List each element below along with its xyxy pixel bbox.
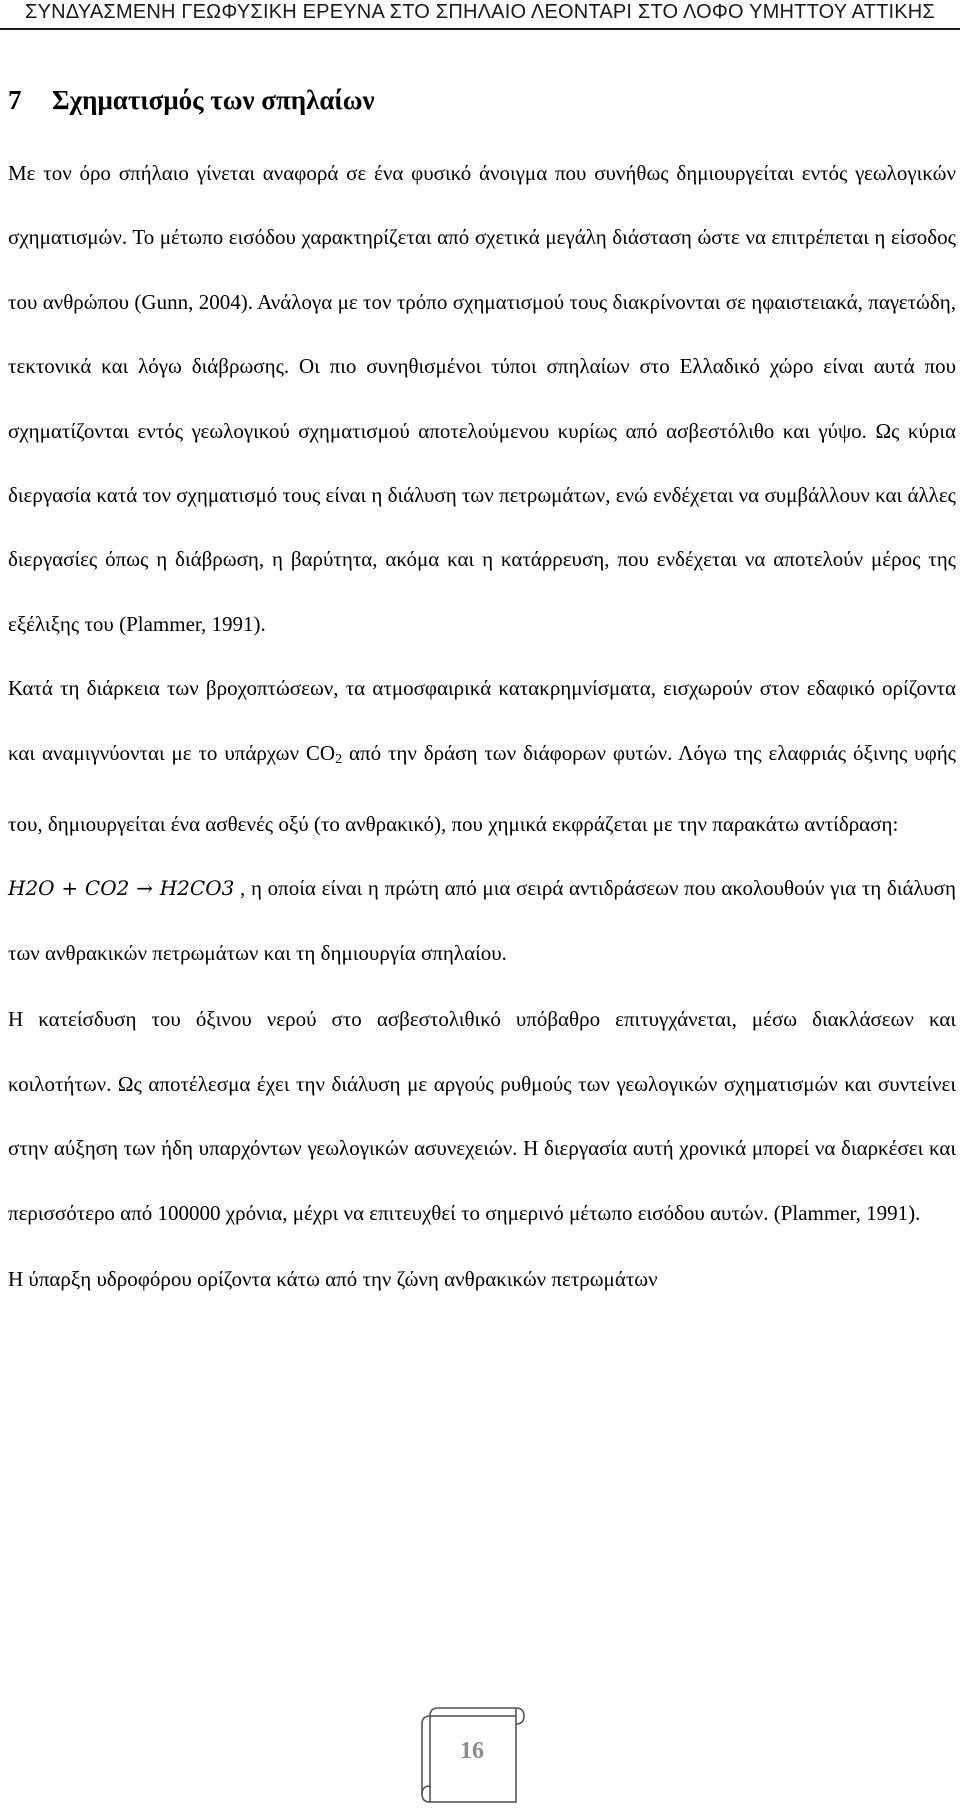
paragraph-text: Κατά τη διάρκεια των βροχοπτώσεων, τα ατμοσφαιρικά κατακρημνίσματα, εισχωρούν στον εδαφικό ορίζοντα και αναμιγνύονται με το υπάρχων: [8, 676, 956, 765]
page-number: 16: [460, 1738, 484, 1764]
paragraph: Η κατείσδυση του όξινου νερού στο ασβεστολιθικό υπόβαθρο επιτυγχάνεται, μέσω διακλάσεων και κοιλοτήτων. Ως αποτέλεσμα έχει την διάλυση με αργούς ρυθμούς των γεωλογικών σχηματισμών και συντείνει στην αύξηση των ήδη υπαρχόντων γεωλογικών ασυνεχειών. Η διεργασία αυτή χρονικά μπορεί να διαρκέσει και περισσότερο από 100000 χρόνια, μέχρι να επιτευχθεί το σημερινό μέτωπο εισόδου αυτών. (Plammer, 1991).: [8, 1007, 956, 1225]
chemical-equation: 𝐻2𝑂 + 𝐶𝑂2 → 𝐻2𝐶𝑂3: [8, 876, 235, 901]
running-header: ΣΥΝΔΥΑΣΜΕΝΗ ΓΕΩΦΥΣΙΚΗ ΕΡΕΥΝΑ ΣΤΟ ΣΠΗΛΑΙΟ ΛΕΟΝΤΑΡΙ ΣΤΟ ΛΟΦΟ ΥΜΗΤΤΟΥ ΑΤΤΙΚΗΣ: [25, 1, 935, 23]
body-text: [8, 141, 956, 1311]
paragraph-text: , η οποία είναι η πρώτη από μια σειρά αντιδράσεων που ακολουθούν για τη διάλυση των ανθρακικών πετρωμάτων και τη δημιουργία σπηλαίου.: [8, 876, 956, 965]
paragraph: Με τον όρο σπήλαιο γίνεται αναφορά σε ένα φυσικό άνοιγμα που συνήθως δημιουργείται εντός γεωλογικών σχηματισμών. Το μέτωπο εισόδου χαρακτηρίζεται από σχετικά μεγάλη διάσταση ώστε να επιτρέπεται η είσοδος του ανθρώπου (Gunn, 2004). Ανάλογα με τον τρόπο σχηματισμού τους διακρίνονται σε ηφαιστειακά, παγετώδη, τεκτονικά και λόγω διάβρωσης. Οι πιο συνηθισμένοι τύποι σπηλαίων στο Ελλαδικό χώρο είναι αυτά που σχηματίζονται εντός γεωλογικού σχηματισμού αποτελούμενου κυρίως από ασβεστόλιθο και γύψο. Ως κύρια διεργασία κατά τον σχηματισμό τους είναι η διάλυση των πετρωμάτων, ενώ ενδέχεται να συμβάλλουν και άλλες διεργασίες όπως η διάβρωση, η βαρύτητα, ακόμα και η κατάρρευση, που ενδέχεται να αποτελούν μέρος της εξέλιξης του (Plammer, 1991).: [8, 161, 956, 636]
paragraph: [8, 856, 956, 985]
co2-formula: $CO_2$: [305, 740, 343, 767]
page-number-badge: [418, 1694, 526, 1806]
header-rule: [0, 28, 960, 30]
chapter-number: 7: [8, 85, 22, 115]
paragraph: [8, 656, 956, 856]
chapter-heading: [8, 80, 375, 120]
paragraph: Η ύπαρξη υδροφόρου ορίζοντα κάτω από την ζώνη ανθρακικών πετρωμάτων: [8, 1266, 658, 1291]
chapter-title: Σχηματισμός των σπηλαίων: [52, 85, 375, 115]
subscript: 2: [335, 751, 343, 767]
paragraph-text: από την δράση των διάφορων φυτών. Λόγω της ελαφριάς όξινης υφής του, δημιουργείται ένα ασθενές οξύ (το ανθρακικό), που χημικά εκφράζεται με την παρακάτω αντίδραση:: [8, 740, 956, 837]
